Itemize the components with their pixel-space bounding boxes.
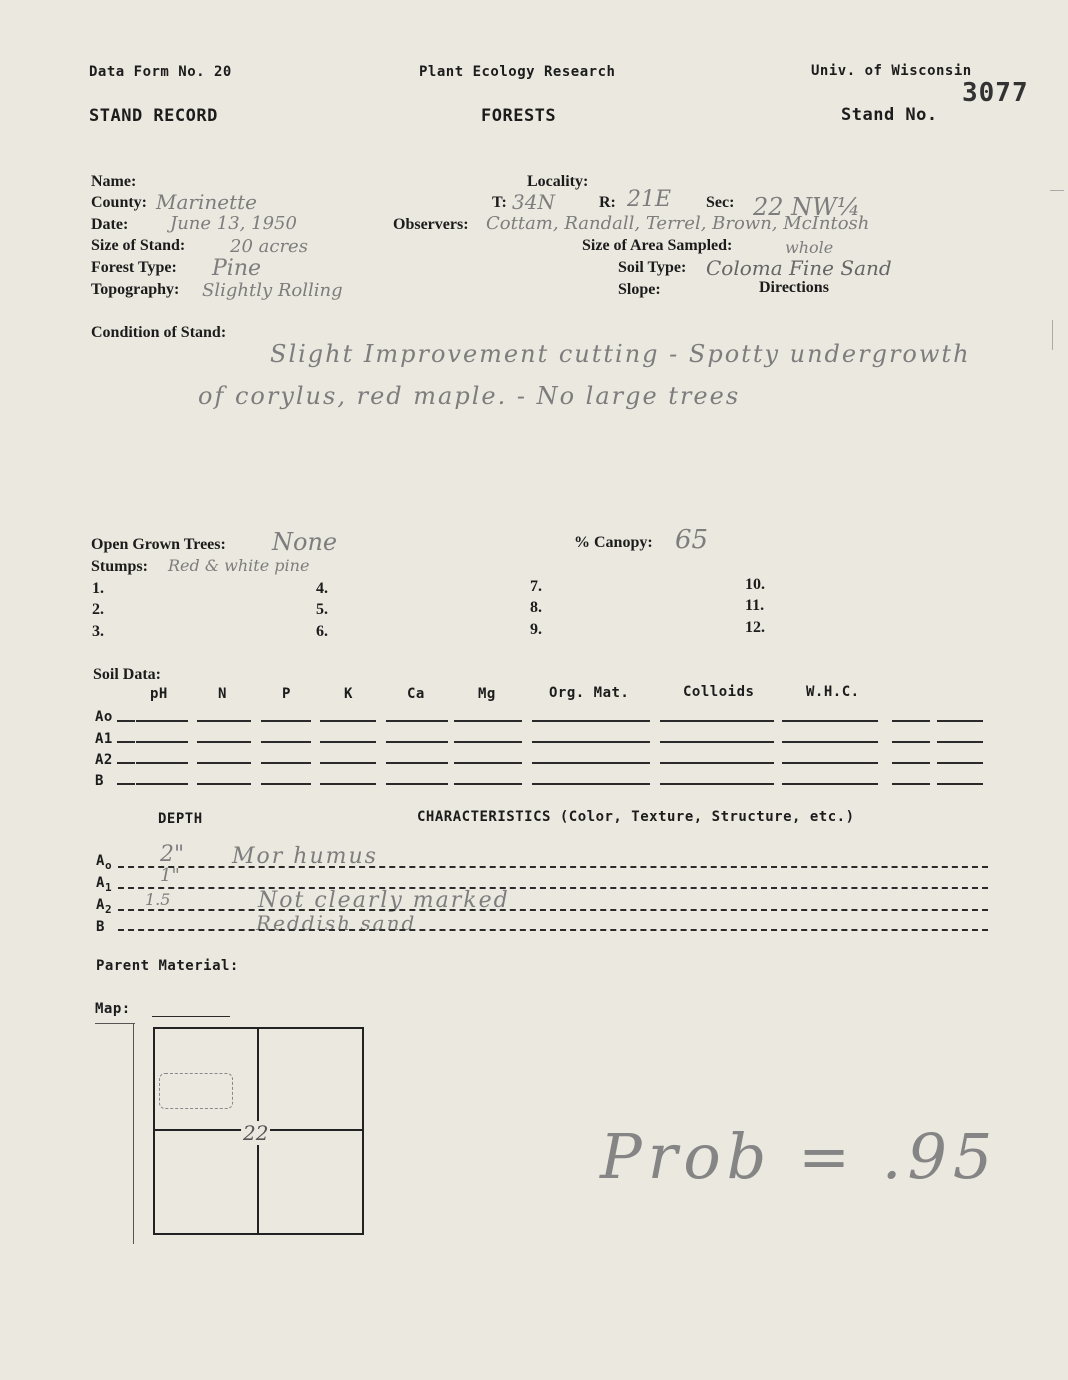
area-sampled-value: whole	[785, 238, 834, 257]
open-grown-value: None	[272, 528, 338, 556]
soil-data-blank	[320, 741, 376, 743]
map-label: Map:	[95, 1001, 131, 1017]
soil-col-n: N	[218, 686, 227, 702]
map-margin-line	[95, 1023, 135, 1024]
locality-label: Locality:	[527, 173, 589, 190]
profile-line	[118, 909, 988, 911]
depth-value: 2"	[160, 842, 185, 867]
condition-line-2: of corylus, red maple. - No large trees	[198, 382, 741, 410]
tree-number: 9.	[530, 621, 542, 638]
horizon-label: $A_o$	[96, 853, 113, 872]
soil-col-ca: Ca	[407, 686, 425, 702]
tree-number: 11.	[745, 597, 765, 614]
name-label: Name:	[91, 173, 137, 190]
characteristics-header: CHARACTERISTICS (Color, Texture, Structure, etc.)	[417, 809, 855, 825]
observers-label: Observers:	[393, 216, 469, 233]
tree-number: 12.	[745, 619, 765, 636]
stumps-label: Stumps:	[91, 558, 148, 575]
tree-number: 10.	[745, 576, 765, 593]
soil-data-blank	[320, 762, 376, 764]
soil-type-value: Coloma Fine Sand	[706, 256, 892, 280]
soil-data-blank	[660, 741, 774, 743]
tree-number: 7.	[530, 578, 542, 595]
open-grown-label: Open Grown Trees:	[91, 536, 226, 553]
depth-value: 1.5	[145, 890, 171, 909]
soil-data-blank	[937, 741, 983, 743]
soil-data-blank	[386, 741, 448, 743]
institution: Univ. of Wisconsin	[811, 63, 972, 79]
soil-row-label: A1	[95, 731, 113, 747]
size-label: Size of Stand:	[91, 237, 186, 254]
condition-line-1: Slight Improvement cutting - Spotty undergrowth	[270, 340, 971, 368]
soil-data-blank	[261, 741, 311, 743]
soil-data-blank	[532, 741, 650, 743]
profile-line	[118, 866, 988, 868]
scan-mark	[1052, 320, 1053, 350]
soil-data-blank	[892, 783, 930, 785]
soil-row-label: A2	[95, 752, 113, 768]
canopy-value: 65	[675, 525, 709, 555]
soil-data-blank	[261, 783, 311, 785]
soil-data-blank	[136, 783, 188, 785]
forest-type-value: Pine	[212, 256, 262, 281]
observers-value: Cottam, Randall, Terrel, Brown, McIntosh	[486, 213, 870, 234]
map-label-line	[152, 1016, 230, 1017]
depth-value: 1"	[160, 865, 180, 886]
soil-data-blank	[117, 762, 135, 764]
township-value: 34N	[512, 190, 555, 214]
horizon-label: $A_1$	[96, 875, 113, 894]
slope-label: Slope:	[618, 281, 661, 298]
soil-data-blank	[660, 762, 774, 764]
soil-data-blank	[532, 783, 650, 785]
soil-data-blank	[136, 720, 188, 722]
soil-data-blank	[532, 720, 650, 722]
section-value: 22 NW¼	[753, 193, 861, 221]
soil-data-blank	[937, 783, 983, 785]
map-margin-line	[133, 1024, 134, 1244]
soil-data-blank	[892, 720, 930, 722]
soil-data-blank	[782, 762, 878, 764]
soil-data-blank	[117, 720, 135, 722]
soil-data-blank	[660, 720, 774, 722]
soil-data-blank	[532, 762, 650, 764]
tree-number: 4.	[316, 580, 328, 597]
size-value: 20 acres	[230, 236, 308, 257]
probability-note: Prob = .95	[600, 1120, 999, 1193]
area-sampled-label: Size of Area Sampled:	[582, 237, 733, 254]
stumps-value: Red & white pine	[168, 556, 310, 575]
program-name: Plant Ecology Research	[419, 64, 616, 80]
soil-data-blank	[197, 720, 251, 722]
soil-data-blank	[937, 762, 983, 764]
soil-data-blank	[136, 741, 188, 743]
soil-row-label: B	[95, 773, 104, 789]
characteristic-value: Not clearly marked	[258, 888, 510, 913]
map-section-number: 22	[243, 1121, 269, 1145]
soil-data-blank	[136, 762, 188, 764]
soil-data-blank	[454, 720, 522, 722]
county-value: Marinette	[156, 190, 257, 214]
soil-data-blank	[261, 720, 311, 722]
range-label: R:	[599, 194, 616, 211]
soil-row-label: Ao	[95, 709, 113, 725]
characteristic-value: Mor humus	[232, 844, 378, 869]
township-label: T:	[492, 194, 507, 211]
soil-data-blank	[386, 783, 448, 785]
tree-number: 5.	[316, 601, 328, 618]
soil-col-colloids: Colloids	[683, 684, 755, 700]
soil-data-blank	[892, 741, 930, 743]
soil-data-blank	[197, 741, 251, 743]
canopy-label: % Canopy:	[574, 534, 653, 551]
topography-label: Topography:	[91, 281, 180, 298]
horizon-label: B	[96, 919, 105, 935]
soil-data-blank	[197, 762, 251, 764]
tree-number: 2.	[92, 601, 104, 618]
soil-data-blank	[197, 783, 251, 785]
soil-data-blank	[892, 762, 930, 764]
topography-value: Slightly Rolling	[202, 280, 343, 301]
soil-col-org-mat: Org. Mat.	[549, 685, 630, 701]
soil-col-whc: W.H.C.	[806, 684, 860, 700]
date-label: Date:	[91, 216, 129, 233]
soil-data-blank	[782, 720, 878, 722]
soil-col-mg: Mg	[478, 686, 496, 702]
date-value: June 13, 1950	[170, 213, 297, 234]
stand-number-label: Stand No.	[841, 105, 938, 125]
record-title: STAND RECORD	[89, 106, 218, 126]
soil-data-blank	[454, 762, 522, 764]
soil-data-blank	[782, 741, 878, 743]
soil-col-ph: pH	[150, 686, 168, 702]
characteristic-value: Reddish sand	[256, 911, 417, 935]
soil-data-label: Soil Data:	[93, 666, 161, 683]
parent-material-label: Parent Material:	[96, 958, 239, 974]
stand-outline	[159, 1073, 233, 1109]
scan-mark	[1050, 190, 1064, 191]
stand-number: 3077	[962, 78, 1029, 108]
soil-data-blank	[320, 720, 376, 722]
forest-type-label: Forest Type:	[91, 259, 177, 276]
soil-data-blank	[660, 783, 774, 785]
profile-line	[118, 929, 988, 931]
forests-title: FORESTS	[481, 106, 557, 126]
soil-data-blank	[937, 720, 983, 722]
condition-label: Condition of Stand:	[91, 324, 227, 341]
horizon-label: $A_2$	[96, 897, 113, 916]
soil-col-p: P	[282, 686, 291, 702]
soil-data-blank	[454, 783, 522, 785]
section-label: Sec:	[706, 194, 735, 211]
soil-data-blank	[117, 741, 135, 743]
profile-line	[118, 887, 988, 889]
range-value: 21E	[627, 187, 672, 212]
tree-number: 6.	[316, 623, 328, 640]
soil-col-k: K	[344, 686, 353, 702]
soil-data-blank	[261, 762, 311, 764]
directions-label: Directions	[759, 279, 829, 296]
soil-data-blank	[454, 741, 522, 743]
tree-number: 1.	[92, 580, 104, 597]
section-map	[153, 1027, 364, 1235]
soil-data-blank	[320, 783, 376, 785]
tree-number: 3.	[92, 623, 104, 640]
soil-data-blank	[386, 762, 448, 764]
soil-data-blank	[386, 720, 448, 722]
depth-header: DEPTH	[158, 811, 203, 827]
county-label: County:	[91, 194, 148, 211]
soil-type-label: Soil Type:	[618, 259, 687, 276]
soil-data-blank	[782, 783, 878, 785]
soil-data-blank	[117, 783, 135, 785]
form-number: Data Form No. 20	[89, 64, 232, 80]
tree-number: 8.	[530, 599, 542, 616]
